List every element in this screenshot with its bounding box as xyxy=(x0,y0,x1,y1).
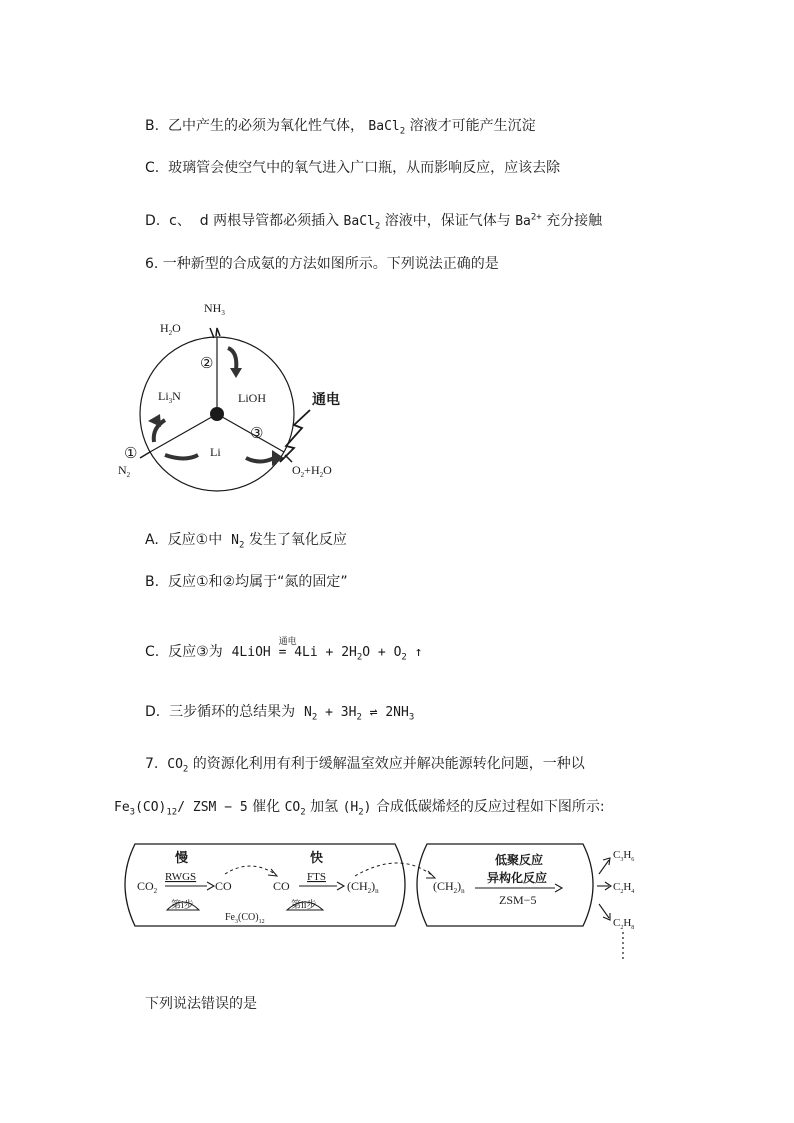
q6-stem: 6. 一种新型的合成氨的方法如图所示。下列说法正确的是 xyxy=(145,256,499,272)
q6-option-c: C. 反应③为 4LiOH 通电 = $4Li + 2H_2O + O_2$ ↑ xyxy=(145,637,423,663)
q5-option-c: C. 玻璃管会使空气中的氧气进入广口瓶，从而影响反应，应该去除 xyxy=(145,160,561,176)
lightning-icon xyxy=(280,410,310,462)
svg-text:C2H8: $C_2H_8$ xyxy=(613,917,635,931)
svg-text:第i步: 第i步 xyxy=(171,900,194,911)
svg-text:CO: CO xyxy=(215,879,232,893)
svg-text:C3H6: $C_3H_6$ xyxy=(613,849,635,863)
step-1: ① xyxy=(124,446,138,462)
svg-text:慢: 慢 xyxy=(175,850,189,865)
label-power: 通电 xyxy=(312,393,340,408)
step-2: ② xyxy=(200,356,214,372)
svg-text:CO2: $CO_2$ xyxy=(137,879,158,895)
svg-text:ZSM−5: ZSM−5 xyxy=(499,893,537,907)
label-h2o: $H_2O$ xyxy=(160,321,181,337)
label-n2: $N_2$ xyxy=(118,463,131,479)
q6-option-d: D. 三步循环的总结果为 $N_2 + 3H_2$ ⇌ $2NH_3$ xyxy=(145,704,415,723)
step-3: ③ xyxy=(250,426,264,442)
svg-text:Fe3(CO)12: $Fe_3(CO)_{12}$ xyxy=(225,912,265,925)
svg-text:FTS: FTS xyxy=(307,871,326,883)
ammonia-cycle-diagram xyxy=(110,290,360,495)
label-li: Li xyxy=(210,445,221,459)
label-lioh: LiOH xyxy=(238,391,266,405)
label-li3n: $Li_3N$ xyxy=(158,389,181,405)
svg-text:异构化反应: 异构化反应 xyxy=(487,871,548,885)
q5-option-b: B. 乙中产生的必须为氧化性气体， BaCl$_2$ 溶液才可能产生沉淀 xyxy=(145,118,536,137)
svg-text:C2H4: $C_2H_4$ xyxy=(613,881,635,895)
q6-option-a: A. 反应①中 $N_2$ 发生了氧化反应 xyxy=(145,532,347,551)
svg-text:(CH2)n: $(CH_2)_n$ xyxy=(347,879,379,895)
q7-tail: 下列说法错误的是 xyxy=(145,996,257,1012)
svg-text:第ii步: 第ii步 xyxy=(291,900,317,911)
q5-option-d: D. c、 d 两根导管都必须插入 BaCl$_2$ 溶液中，保证气体与 $Ba^{2+}$ 充分接触 xyxy=(145,212,603,232)
center-dot xyxy=(210,407,224,421)
svg-text:(CH2)n: $(CH_2)_n$ xyxy=(433,879,465,895)
q6-option-b: B. 反应①和②均属于“氮的固定” xyxy=(145,574,348,590)
label-o2-h2o: $O_2+H_2O$ xyxy=(292,463,332,479)
label-nh3: $NH_3$ xyxy=(204,301,225,317)
svg-text:RWGS: RWGS xyxy=(165,871,197,883)
q7-stem-line1: 7. $CO_2$ 的资源化利用有利于缓解温室效应并解决能源转化问题，一种以 xyxy=(145,756,585,775)
svg-text:CO: CO xyxy=(273,879,290,893)
svg-text:低聚反应: 低聚反应 xyxy=(495,853,544,867)
q7-stem-line2: $Fe_3(CO)_{12}/$ ZSM − 5 催化 $CO_2$ 加氢 $(H_2)$ 合成低碳烯烃的反应过程如下图所示: xyxy=(114,799,605,818)
svg-text:快: 快 xyxy=(310,850,324,865)
co2-hydrogenation-diagram xyxy=(115,838,675,968)
